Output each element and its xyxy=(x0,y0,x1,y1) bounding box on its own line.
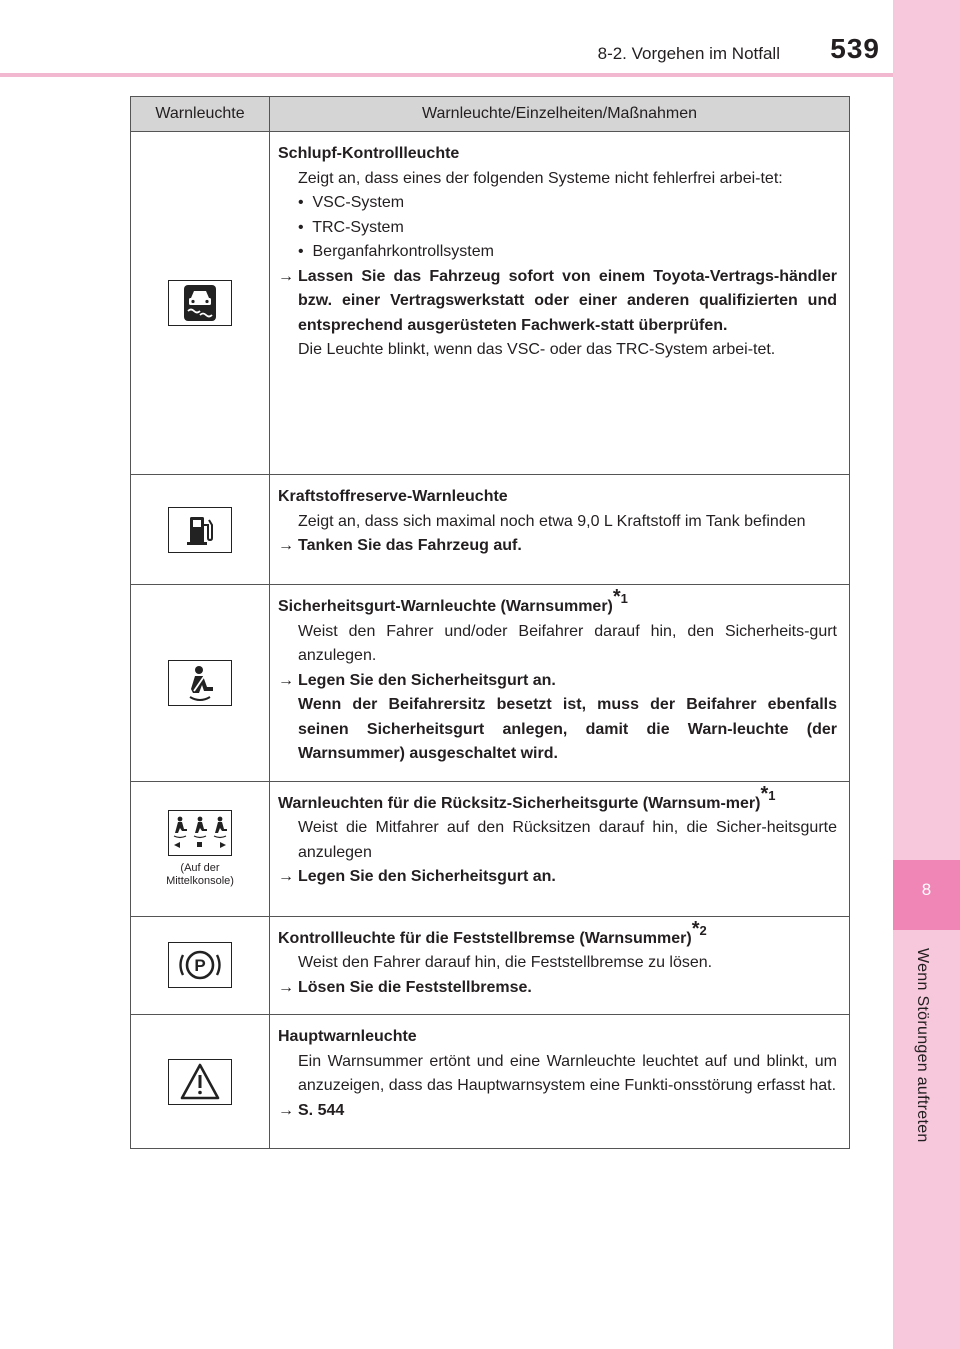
details-cell xyxy=(270,132,850,475)
light-description: Weist die Mitfahrer auf den Rücksitzen darauf hin, die Sicher-heitsgurte anzulegen xyxy=(298,819,837,861)
light-description: Weist den Fahrer und/oder Beifahrer darauf hin, den Sicherheits-gurt anzulegen. xyxy=(298,622,837,664)
list-item: • VSC-System xyxy=(298,194,405,211)
icon-cell xyxy=(131,475,270,585)
list-item: • TRC-System xyxy=(298,218,404,236)
column-header-light: Warnleuchte xyxy=(131,97,270,132)
light-description: Zeigt an, dass eines der folgenden Systeme nicht fehlerfrei arbei-tet: xyxy=(298,169,783,187)
seatbelt-icon xyxy=(168,660,232,706)
master-warning-icon xyxy=(168,1059,232,1105)
action-instruction: → Tanken Sie das Fahrzeug auf. xyxy=(278,534,837,559)
light-title: Schlupf-Kontrollleuchte xyxy=(278,145,460,162)
details-cell xyxy=(270,585,850,782)
icon-cell xyxy=(131,916,270,1015)
chapter-sidebar xyxy=(893,0,960,1349)
details-cell xyxy=(270,916,850,1015)
page-number: 539 xyxy=(830,33,880,64)
action-instruction: → Legen Sie den Sicherheitsgurt an. xyxy=(278,865,837,890)
list-item: • Berganfahrkontrollsystem xyxy=(298,243,494,260)
table-row xyxy=(131,132,850,475)
footnote-ref: *1 xyxy=(760,782,776,805)
icon-caption: (Auf der Mittelkonsole) xyxy=(166,861,234,887)
action-instruction: → Lassen Sie das Fahrzeug sofort von einem Toyota-Vertrags-händler bzw. einer Vertragswerkstatt oder einer anderen qualifizierten und entsprechend ausgerüsteten Fachwerk-statt überprüfen. xyxy=(278,265,837,339)
arrow-icon: → xyxy=(278,671,294,689)
light-title: Hauptwarnleuchte xyxy=(278,1028,417,1045)
rear-seatbelt-icon xyxy=(168,810,232,856)
header-rule xyxy=(0,73,893,77)
arrow-icon: → xyxy=(278,267,294,285)
light-title: Kontrollleuchte für die Feststellbremse (Warnsummer)$^{*2}$ xyxy=(278,917,707,947)
warning-light-table xyxy=(130,96,850,1149)
footnote-ref: *2 xyxy=(691,917,707,940)
light-description: Weist den Fahrer darauf hin, die Feststellbremse zu lösen. xyxy=(298,954,713,971)
action-instruction: → Lösen Sie die Feststellbremse. xyxy=(278,976,837,1001)
fuel-pump-icon xyxy=(168,507,232,553)
table-row xyxy=(131,475,850,585)
light-title: Kraftstoffreserve-Warnleuchte xyxy=(278,488,508,505)
icon-cell xyxy=(131,585,270,782)
parking-brake-icon xyxy=(168,942,232,988)
light-description: Ein Warnsummer ertönt und eine Warnleuchte leuchtet auf und blinkt, um anzuzeigen, dass das Hauptwarnsystem eine Funkti-onsstörung erfasst hat. xyxy=(298,1052,837,1094)
chapter-number: 8 xyxy=(921,880,932,899)
table-row xyxy=(131,781,850,916)
details-cell xyxy=(270,781,850,916)
section-title: 8-2. Vorgehen im Notfall xyxy=(597,44,780,63)
table-header-row xyxy=(131,97,850,132)
icon-cell xyxy=(131,1015,270,1149)
light-description: Zeigt an, dass sich maximal noch etwa 9,0 L Kraftstoff im Tank befinden xyxy=(298,512,806,530)
table-row xyxy=(131,1015,850,1149)
arrow-icon: → xyxy=(278,537,294,554)
column-header-details: Warnleuchte/Einzelheiten/Maßnahmen xyxy=(270,97,850,132)
light-title: Warnleuchten für die Rücksitz-Sicherheitsgurte (Warnsum-mer)$^{*1}$ xyxy=(278,782,776,812)
icon-cell xyxy=(131,132,270,475)
arrow-icon: → xyxy=(278,1101,294,1119)
light-title: Sicherheitsgurt-Warnleuchte (Warnsummer)$^{*1}$ xyxy=(278,586,628,615)
page-reference[interactable]: → S. 544 xyxy=(278,1099,837,1124)
light-note: Die Leuchte blinkt, wenn das VSC- oder das TRC-System arbei-tet. xyxy=(298,341,776,358)
slip-indicator-icon xyxy=(168,280,232,326)
action-instruction: → Legen Sie den Sicherheitsgurt an. xyxy=(278,669,837,694)
details-cell xyxy=(270,1015,850,1149)
footnote-ref: *1 xyxy=(612,586,628,608)
svg-text:P: P xyxy=(194,956,206,976)
arrow-icon: → xyxy=(278,978,294,996)
icon-cell xyxy=(131,781,270,916)
action-detail: Wenn der Beifahrersitz besetzt ist, muss der Beifahrer ebenfalls seinen Sicherheitsgurt anlegen, damit die Warn-leuchte (der Warnsummer) ausgeschaltet wird. xyxy=(298,696,837,762)
table-row xyxy=(131,585,850,782)
chapter-title: Wenn Störungen auftreten xyxy=(914,948,931,1143)
details-cell xyxy=(270,475,850,585)
table-row xyxy=(131,916,850,1015)
arrow-icon: → xyxy=(278,868,294,885)
